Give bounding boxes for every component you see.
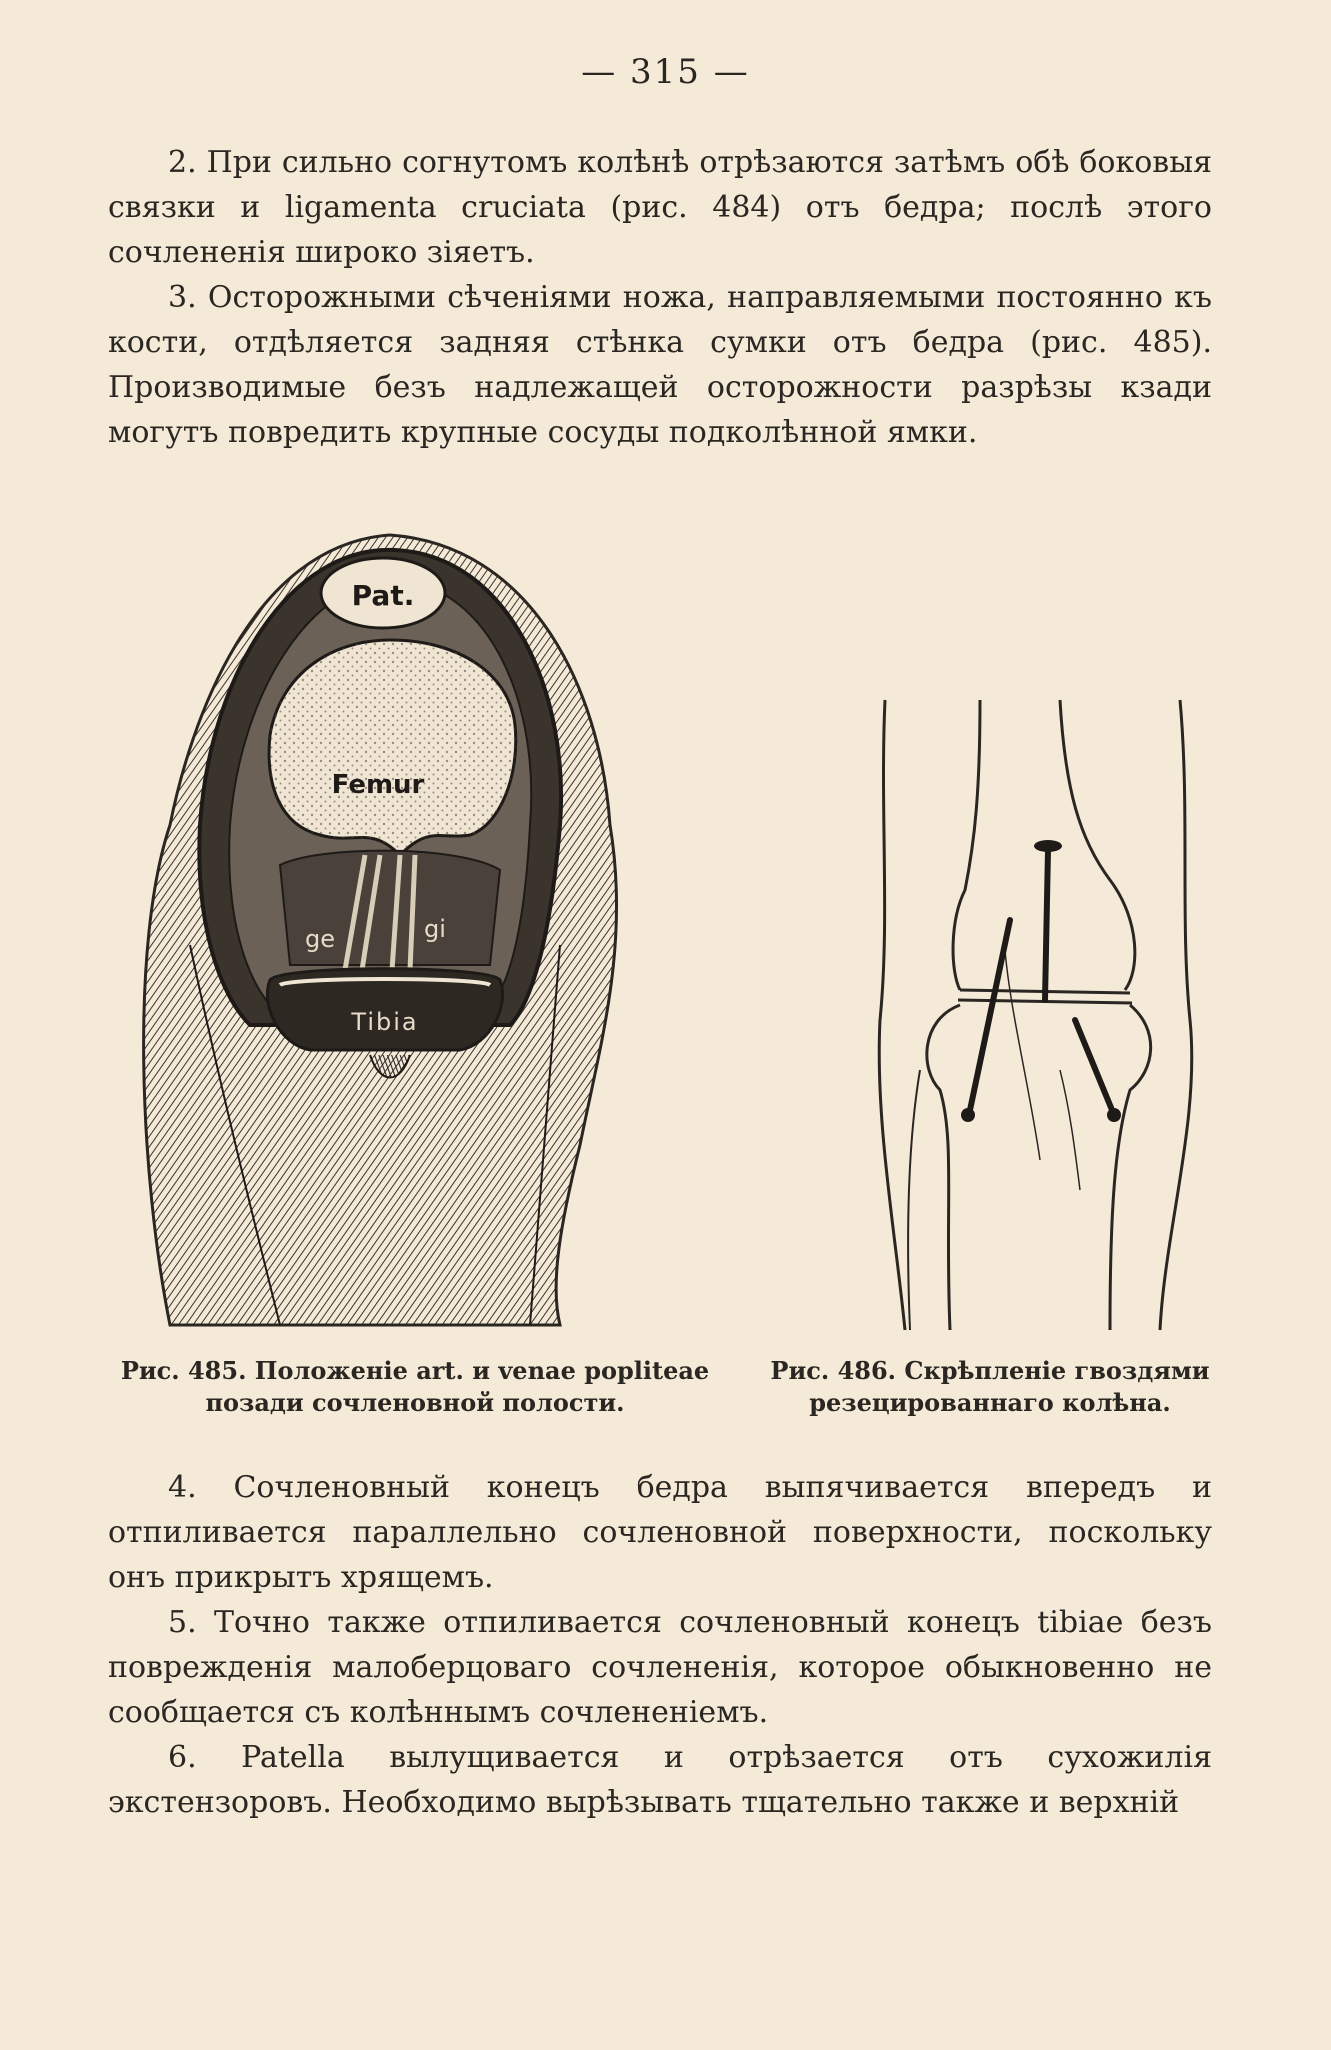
caption-figure-486: Рис. 486. Скрѣпленіе гвоздями резецированнаго колѣна.	[770, 1356, 1210, 1417]
label-ge: ge	[305, 925, 335, 953]
paragraph-5: 5. Точно также отпиливается сочленовный конецъ tibiae безъ поврежденія малоберцоваго сочлененія, которое обыкновенно не сообщается съ колѣннымъ сочлененіемъ.	[108, 1605, 1212, 1730]
caption-figure-485: Рис. 485. Положеніе art. и venae popliteae позади сочленовной полости.	[120, 1356, 710, 1417]
text-block-top	[108, 140, 1212, 455]
figure-485-knee-illustration	[130, 525, 670, 1340]
paragraph-3: 3. Осторожными сѣченіями ножа, направляемыми постоянно къ кости, отдѣляется задняя стѣнка сумки отъ бедра (рис. 485). Производимые безъ надлежащей осторожности разрѣзы кзади могутъ повредить крупные сосуды подколѣнной ямки.	[108, 280, 1212, 450]
text-block-bottom	[108, 1465, 1212, 1825]
page-number: — 315 —	[581, 52, 750, 92]
label-gi: gi	[424, 915, 446, 943]
label-patella: Pat.	[351, 579, 415, 612]
nailed-knee-drawing	[860, 690, 1210, 1340]
label-tibia: Tibia	[351, 1008, 419, 1036]
paragraph-2: 2. При сильно согнутомъ колѣнѣ отрѣзаются затѣмъ обѣ боковыя связки и ligamenta cruciata (рис. 484) отъ бедра; послѣ этого сочлененія широко зіяетъ.	[108, 145, 1212, 270]
knee-joint-drawing	[130, 525, 670, 1340]
label-femur: Femur	[331, 770, 425, 800]
paragraph-4: 4. Сочленовный конецъ бедра выпячивается впередъ и отпиливается параллельно сочленовной поверхности, поскольку онъ прикрытъ хрящемъ.	[108, 1470, 1212, 1595]
paragraph-6: 6. Patella вылущивается и отрѣзается отъ сухожилія экстензоровъ. Необходимо вырѣзывать тщательно также и верхній	[108, 1740, 1212, 1820]
figure-486-nailed-knee-illustration	[860, 690, 1210, 1340]
